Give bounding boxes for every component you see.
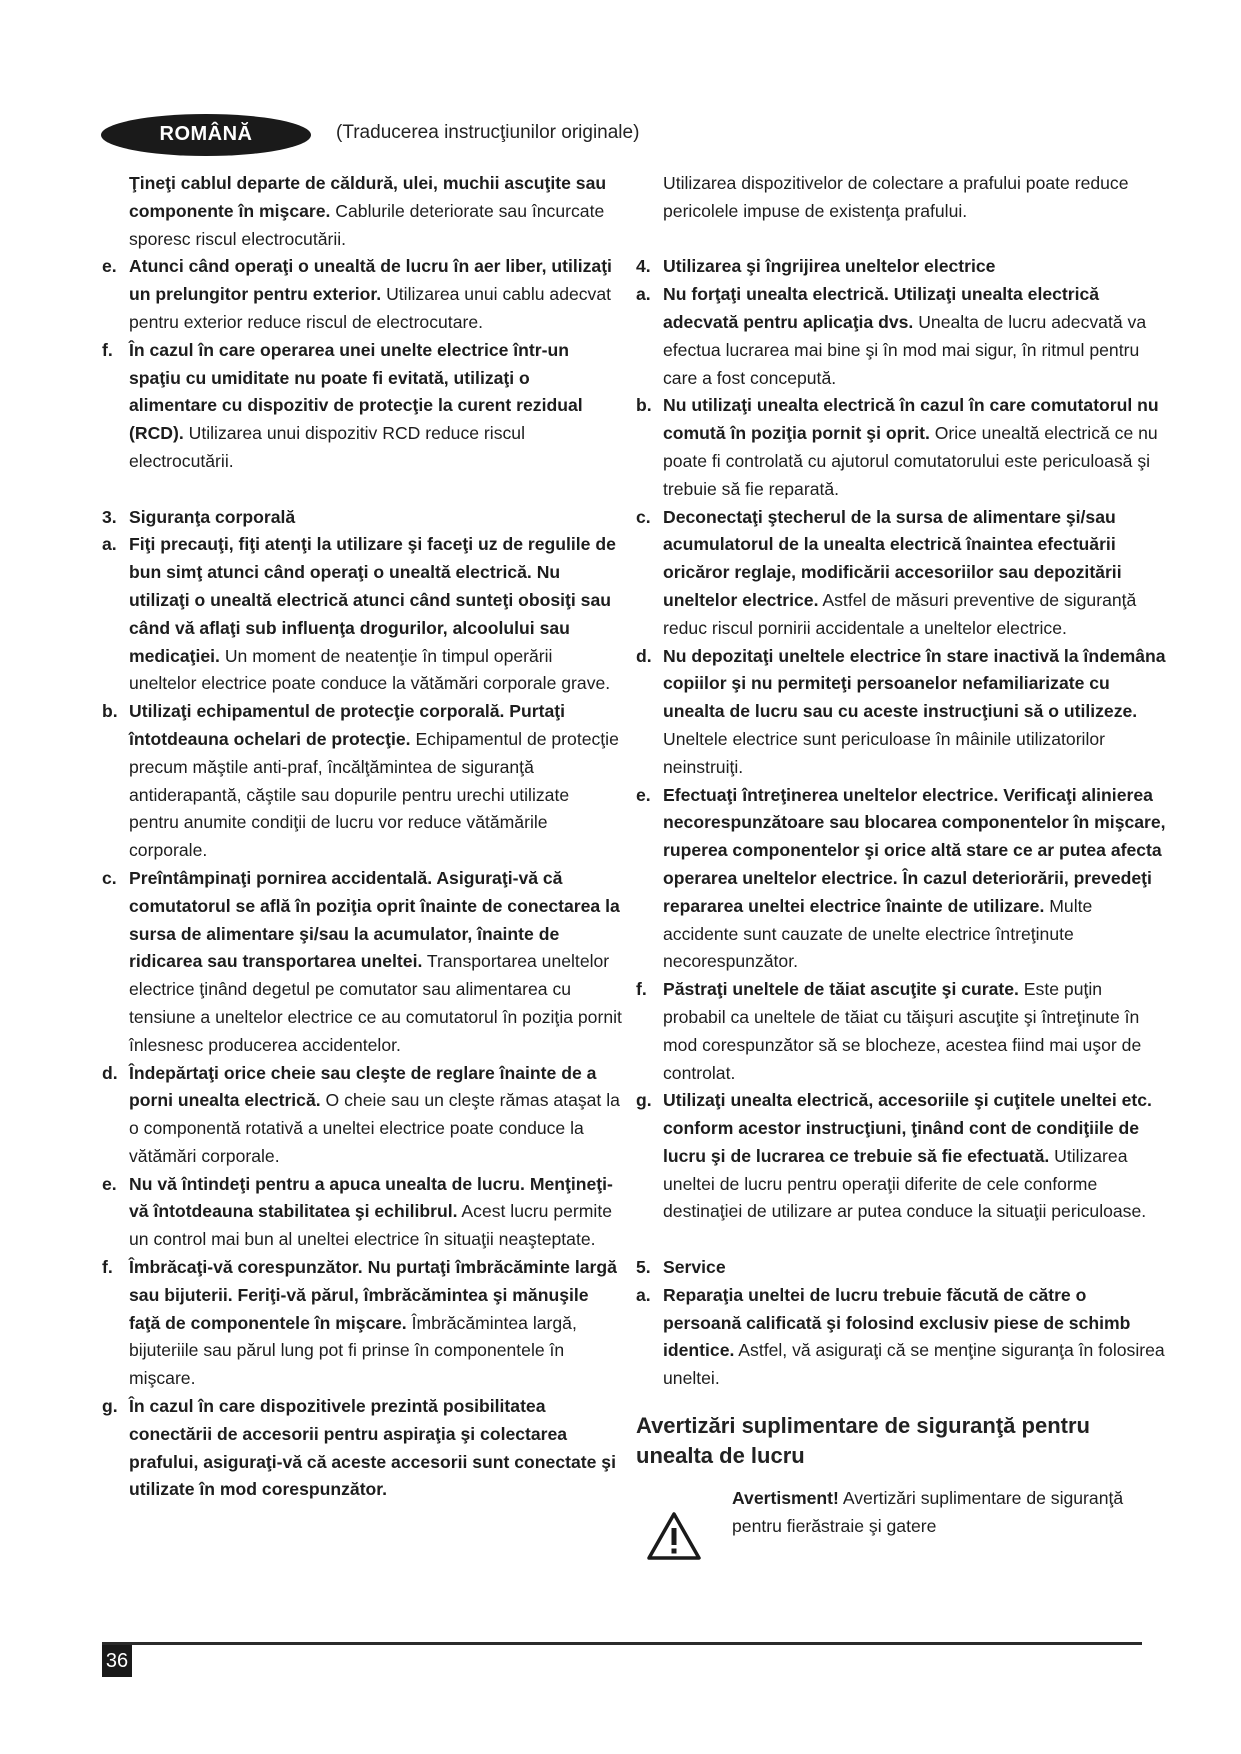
item-marker: e.	[102, 256, 117, 277]
item-bold: Efectuaţi întreţinerea uneltelor electrice. Verificaţi alinierea necorespunzătoare sau blocarea componentelor în mişcare, ruperea componentelor şi orice altă stare ce ar putea afecta operarea uneltelor electrice. În cazul deteriorării, prevedeţi repararea uneltei electrice înainte de utilizare.	[663, 784, 1166, 916]
item-bold: Îndepărtaţi orice cheie sau cleşte de reglare înainte de a porni unealta electrică.	[129, 1062, 597, 1111]
item-4a	[636, 281, 1166, 392]
item-text: Uneltele electrice sunt periculoase în mâinile utilizatorilor neinstruiţi.	[663, 728, 1106, 777]
item-f	[102, 337, 622, 476]
item-marker: f.	[636, 979, 647, 1000]
footer-divider	[102, 1642, 1142, 1645]
item-text: Astfel, vă asiguraţi că se menţine siguranţa în folosirea uneltei.	[663, 1340, 1165, 1389]
item-4c	[636, 504, 1166, 643]
item-bold: Reparaţia uneltei de lucru trebuie făcută de către o persoană calificată şi folosind exclusiv piese de schimb identice.	[663, 1284, 1131, 1361]
item-text: Orice unealtă electrică ce nu poate fi controlată cu ajutorul comutatorului este periculoasă şi trebuie să fie reparată.	[663, 423, 1158, 499]
item-bold: Deconectaţi ştecherul de la sursa de alimentare şi/sau acumulatorul de la unealta electrică înaintea efectuării oricăror reglaje, modificării accesoriilor sau depozitării uneltelor electrice.	[663, 506, 1122, 610]
item-text: O cheie sau un cleşte rămas ataşat la o componentă rotativă a uneltei electrice poate conduce la vătămări corporale.	[129, 1090, 620, 1166]
item-3g	[102, 1393, 622, 1504]
intro-text: Cablurile deteriorate sau încurcate sporesc riscul electrocutării.	[129, 200, 605, 249]
section-3-heading	[102, 504, 622, 532]
item-bold: Atunci când operaţi o unealtă de lucru în aer liber, utilizaţi un prelungitor pentru exterior.	[129, 256, 612, 305]
item-marker: c.	[102, 867, 117, 888]
warning-box	[636, 1485, 1166, 1561]
continued-paragraph: Utilizarea dispozitivelor de colectare a prafului poate reduce pericolele impuse de existenţa prafului.	[663, 173, 1129, 221]
item-3c	[102, 865, 622, 1060]
page-number: 36	[102, 1645, 132, 1677]
item-5a	[636, 1282, 1166, 1393]
item-bold: Îmbrăcaţi-vă corespunzător. Nu purtaţi îmbrăcăminte largă sau bijuterii. Feriţi-vă părul, îmbrăcămintea şi mănuşile faţă de componentele în mişcare.	[129, 1257, 617, 1333]
section-number: 3.	[102, 506, 117, 527]
item-3d	[102, 1060, 622, 1171]
item-marker: c.	[636, 506, 651, 527]
item-4e	[636, 782, 1166, 977]
item-bold: Fiţi precauţi, fiţi atenţi la utilizare şi faceţi uz de regulile de bun simţ atunci când operaţi o unealtă electrică. Nu utilizaţi o unealtă electrică atunci când sunteţi obosiţi sau când vă aflaţi sub influenţa drogurilor, alcoolului sau medicaţiei.	[129, 534, 616, 666]
item-4d	[636, 643, 1166, 782]
warning-triangle-icon	[636, 1485, 732, 1561]
item-marker: g.	[636, 1090, 652, 1111]
item-text: Acest lucru permite un control mai bun al uneltei electrice în situaţii neaşteptate.	[129, 1201, 612, 1250]
item-3e	[102, 1171, 622, 1254]
item-marker: f.	[102, 1257, 113, 1278]
additional-warnings-heading: Avertizări suplimentare de siguranţă pentru unealta de lucru	[636, 1413, 1090, 1469]
section-title: Service	[663, 1257, 726, 1278]
item-text: Multe accidente sunt cauzate de unelte electrice întreţinute necorespunzător.	[663, 895, 1093, 972]
item-marker: d.	[636, 645, 652, 666]
item-bold: În cazul în care operarea unei unelte electrice într-un spaţiu cu umiditate nu poate fi evitată, utilizaţi o alimentare cu dispozitiv de protecţie la curent rezidual (RCD).	[129, 339, 583, 444]
item-3a	[102, 531, 622, 698]
item-bold: Nu depozitaţi uneltele electrice în stare inactivă la îndemâna copiilor şi nu permiteţi persoanelor nefamiliarizate cu unealta de lucru sau cu aceste instrucţiuni să o utilizeze.	[663, 645, 1166, 722]
item-4f	[636, 976, 1166, 1087]
item-marker: f.	[102, 339, 113, 360]
language-label: ROMÂNĂ	[159, 123, 253, 146]
item-text: Un moment de neatenţie în timpul operării uneltelor electrice poate conduce la vătămări corporale grave.	[129, 645, 611, 694]
item-bold: În cazul în care dispozitivele prezintă posibilitatea conectării de accesorii pentru aspiraţia şi colectarea prafului, asiguraţi-vă că aceste accesorii sunt conectate şi utilizate în mod corespunzător.	[129, 1396, 616, 1500]
item-bold: Utilizaţi echipamentul de protecţie corporală. Purtaţi întotdeauna ochelari de protecţie.	[129, 701, 566, 749]
item-marker: e.	[102, 1173, 117, 1194]
item-marker: a.	[636, 284, 651, 305]
item-4g	[636, 1087, 1166, 1226]
item-bold: Nu vă întindeţi pentru a apuca unealta de lucru. Menţineţi-vă întotdeauna stabilitatea şi echilibrul.	[129, 1173, 613, 1222]
section-4-heading	[636, 253, 1166, 281]
item-marker: g.	[102, 1396, 118, 1417]
item-marker: b.	[102, 701, 118, 722]
item-text: Utilizarea unui dispozitiv RCD reduce riscul electrocutării.	[129, 423, 525, 471]
section-title: Utilizarea şi îngrijirea uneltelor electrice	[663, 256, 996, 277]
item-text: Îmbrăcămintea largă, bijuteriile sau părul lung pot fi prinse în componentele în mişcare.	[129, 1312, 577, 1389]
section-number: 4.	[636, 256, 651, 277]
header-subtitle: (Traducerea instrucţiunilor originale)	[336, 122, 640, 143]
section-number: 5.	[636, 1257, 651, 1278]
item-marker: a.	[102, 534, 117, 555]
item-text: Utilizarea uneltei de lucru pentru operaţii diferite de cele conforme destinaţiei de utilizare ar putea conduce la situaţii periculoase.	[663, 1145, 1147, 1222]
intro-paragraph	[102, 170, 622, 253]
intro-bold: Ţineţi cablul departe de căldură, ulei, muchii ascuţite sau componente în mişcare.	[129, 173, 607, 221]
language-tab	[101, 114, 311, 156]
item-e	[102, 253, 622, 336]
left-column	[102, 170, 622, 1504]
item-bold: Păstraţi uneltele de tăiat ascuţite şi curate.	[663, 979, 1019, 1000]
warning-bold: Avertisment!	[732, 1488, 839, 1509]
item-3f	[102, 1254, 622, 1393]
item-4b	[636, 392, 1166, 503]
item-bold: Utilizaţi unealta electrică, accesoriile şi cuţitele uneltei etc. conform acestor instrucţiuni, ţinând cont de condiţiile de lucru şi de lucrarea ce trebuie să fie efectuată.	[663, 1090, 1152, 1166]
item-bold: Nu forţaţi unealta electrică. Utilizaţi unealta electrică adecvată pentru aplicaţia dvs.	[663, 284, 1100, 332]
item-bold: Preîntâmpinaţi pornirea accidentală. Asiguraţi-vă că comutatorul se află în poziţia oprit înainte de conectarea la sursa de alimentare şi/sau la acumulator, înainte de ridicarea sau transportarea uneltei.	[129, 867, 620, 972]
item-text: Utilizarea unui cablu adecvat pentru exterior reduce riscul de electrocutare.	[129, 284, 612, 332]
item-marker: b.	[636, 395, 652, 416]
item-text: Transportarea uneltelor electrice ţinând degetul pe comutator sau alimentarea cu tensiune a uneltelor electrice ce au comutatorul în poziţia pornit înlesnesc producerea accidentelor.	[129, 951, 622, 1055]
item-bold: Nu utilizaţi unealta electrică în cazul în care comutatorul nu comută în poziţia pornit şi oprit.	[663, 395, 1159, 444]
item-marker: a.	[636, 1284, 651, 1305]
item-text: Este puţin probabil ca uneltele de tăiat cu tăişuri ascuţite şi întreţinute în mod corespunzător să se blocheze, acestea fiind mai uşor de controlat.	[663, 979, 1142, 1083]
item-3b	[102, 698, 622, 865]
item-text: Astfel de măsuri preventive de siguranţă reduc riscul pornirii accidentale a uneltelor electrice.	[663, 589, 1137, 638]
section-5-heading	[636, 1254, 1166, 1282]
warning-text	[732, 1485, 1166, 1561]
warning-detail: Avertizări suplimentare de siguranţă pentru fierăstraie şi gatere	[732, 1488, 1124, 1536]
item-text: Unealta de lucru adecvată va efectua lucrarea mai bine şi în mod mai sigur, în ritmul pentru care a fost concepută.	[663, 311, 1147, 388]
item-text: Echipamentul de protecţie precum măştile anti-praf, încălţămintea de siguranţă antiderapantă, căştile sau dopurile pentru urechi utilizate pentru anumite condiţii de lucru vor reduce vătămările corporale.	[129, 728, 619, 861]
right-column	[636, 170, 1166, 1561]
item-marker: e.	[636, 784, 651, 805]
section-title: Siguranţa corporală	[129, 506, 296, 527]
item-marker: d.	[102, 1062, 118, 1083]
